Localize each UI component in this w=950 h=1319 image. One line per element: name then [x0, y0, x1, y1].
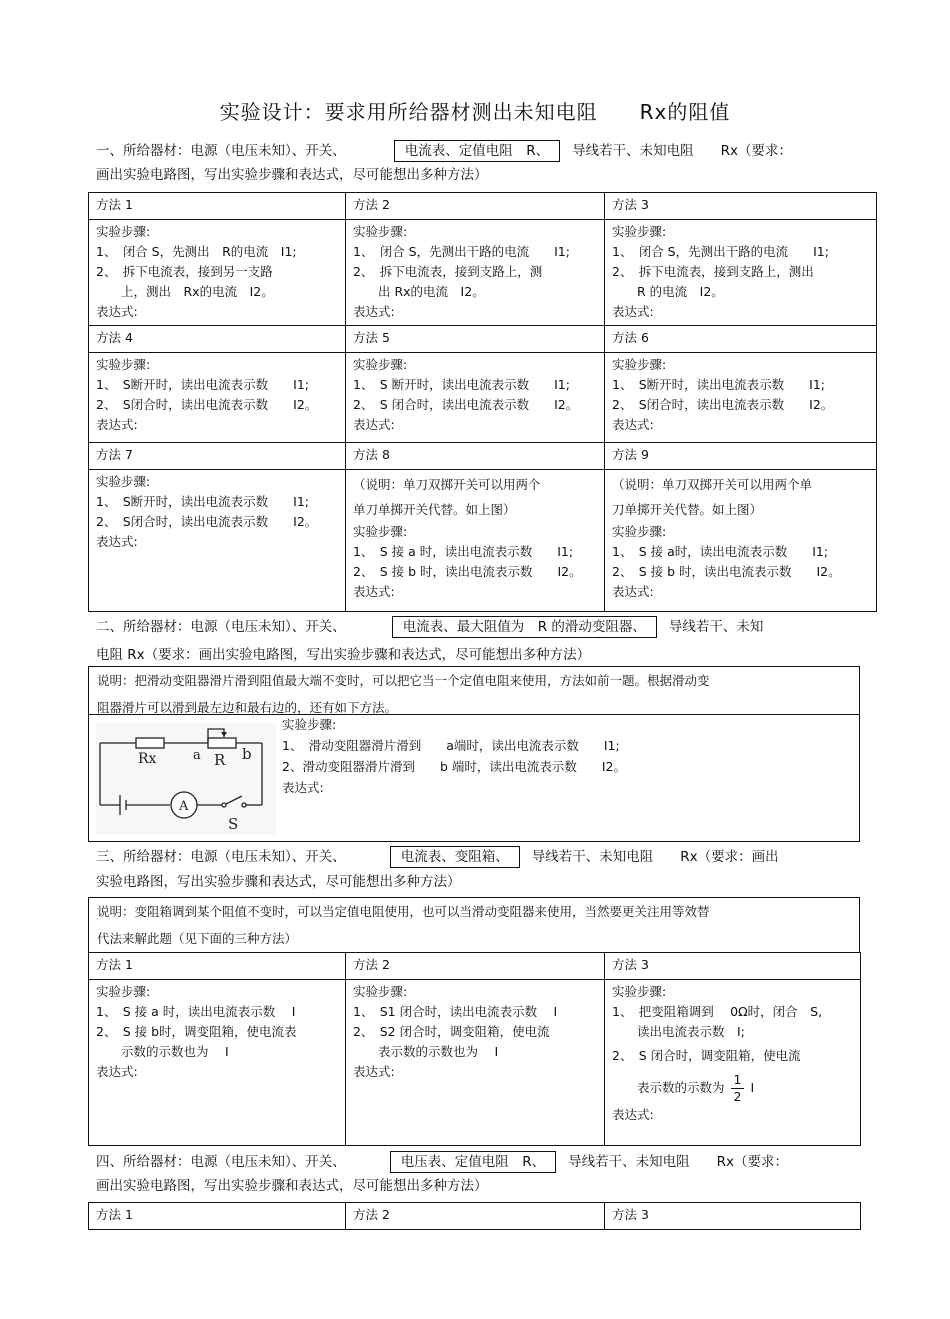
section4-line2: 画出实验电路图，写出实验步骤和表达式，尽可能想出多种方法）: [96, 1178, 488, 1194]
method-8-header: 方法 8: [346, 443, 605, 470]
step-2-cont: 示数的示数也为 I: [96, 1044, 229, 1059]
step-1: 1、 S1 闭合时，读出电流表示数 I: [353, 1004, 558, 1019]
step-2-cont: 出 Rx的电流 I2。: [353, 284, 485, 299]
step-2: 2、 S 接 b时，调变阻箱，使电流表: [96, 1024, 297, 1039]
expression-label: 表达式:: [353, 304, 395, 319]
section3-equipment-box: 电流表、变阻箱、: [390, 846, 520, 868]
expression-label: 表达式:: [282, 780, 324, 795]
step-2: 2、 S 接 b 时，读出电流表示数 I2。: [612, 564, 841, 579]
step-2-text: 表示数的示数为: [612, 1080, 725, 1095]
steps-label: 实验步骤:: [96, 984, 151, 999]
step-2-cont: [612, 1072, 853, 1105]
expression-label: 表达式:: [612, 304, 654, 319]
label-b: b: [242, 745, 252, 763]
label-rx: Rx: [138, 751, 157, 767]
method-3-header: 方法 3: [605, 1203, 861, 1230]
method-2-cell: [346, 980, 605, 1146]
method-2-cell: [346, 220, 605, 326]
page-title: 实验设计：要求用所给器材测出未知电阻 Rx的阻值: [219, 100, 731, 124]
section2-note-1: 说明：把滑动变阻器滑片滑到阻值最大端不变时，可以把它当一个定值电阻来使用，方法如前一题。根据滑动变: [97, 673, 710, 688]
method-9-header: 方法 9: [605, 443, 877, 470]
step-2: 2、 拆下电流表，接到支路上，测: [353, 264, 543, 279]
expression-label: 表达式:: [353, 584, 395, 599]
step-1: 1、 S断开时，读出电流表示数 I1;: [612, 377, 825, 392]
method-3-header: 方法 3: [605, 953, 861, 980]
section2-intro: [96, 616, 763, 638]
section2-prefix: 二、所给器材：电源（电压未知）、开关、: [96, 619, 346, 635]
section1-intro: [96, 140, 792, 162]
method-3-header: 方法 3: [605, 193, 877, 220]
section1-line2: 画出实验电路图，写出实验步骤和表达式，尽可能想出多种方法）: [96, 167, 488, 183]
section1-suffix: 导线若干、未知电阻 Rx（要求：: [572, 143, 793, 159]
expression-label: 表达式:: [96, 1064, 138, 1079]
section2-line2: 电阻 Rx（要求：画出实验电路图，写出实验步骤和表达式，尽可能想出多种方法）: [96, 647, 591, 663]
step-2: 2、滑动变阻器滑片滑到 b 端时，读出电流表示数 I2。: [282, 759, 627, 774]
method-3-cell: [605, 980, 861, 1146]
expression-label: 表达式:: [612, 1107, 654, 1122]
step-2-cont: 上，测出 Rx的电流 I2。: [96, 284, 274, 299]
section3-table: [88, 952, 861, 1146]
slide-resistor: [208, 738, 236, 748]
label-ammeter: A: [179, 799, 189, 814]
step-2: 2、 S闭合时，读出电流表示数 I2。: [612, 397, 834, 412]
step-1: 1、 S断开时，读出电流表示数 I1;: [96, 377, 309, 392]
method-1-header: 方法 1: [89, 953, 346, 980]
method-8-cell: [346, 470, 605, 612]
method-1-cell: [89, 980, 346, 1146]
section2-equipment-box: 电流表、最大阻值为 R 的滑动变阻器、: [392, 616, 657, 638]
fraction-denominator: 2: [733, 1089, 742, 1104]
expression-label: 表达式:: [612, 584, 654, 599]
method-2-header: 方法 2: [346, 193, 605, 220]
step-2: 2、 拆下电流表，接到支路上，测出: [612, 264, 814, 279]
step-1: 1、 S 接 a时，读出电流表示数 I1;: [612, 544, 829, 559]
method-4-cell: [89, 353, 346, 443]
rx-resistor: [136, 738, 164, 748]
section4-equipment-box: 电压表、定值电阻 R、: [390, 1151, 556, 1173]
step-2: 2、 S2 闭合时，调变阻箱，使电流: [353, 1024, 550, 1039]
fraction-after: I: [750, 1080, 755, 1095]
steps-label: 实验步骤:: [96, 357, 151, 372]
section4-suffix: 导线若干、未知电阻 Rx（要求：: [568, 1154, 789, 1170]
steps-label: 实验步骤:: [353, 357, 408, 372]
expression-label: 表达式:: [96, 304, 138, 319]
section1-table: [88, 192, 877, 612]
step-2: 2、 S 闭合时，读出电流表示数 I2。: [353, 397, 579, 412]
method-5-header: 方法 5: [346, 326, 605, 353]
method-6-header: 方法 6: [605, 326, 877, 353]
expression-label: 表达式:: [96, 534, 138, 549]
method-6-cell: [605, 353, 877, 443]
step-1: 1、 闭合 S，先测出 R的电流 I1;: [96, 244, 297, 259]
expression-label: 表达式:: [96, 417, 138, 432]
steps-label: 实验步骤:: [612, 224, 667, 239]
section2-panel: [88, 666, 860, 842]
step-2: 2、 拆下电流表，接到另一支路: [96, 264, 273, 279]
method-9-cell: [605, 470, 877, 612]
step-1: 1、 滑动变阻器滑片滑到 a端时，读出电流表示数 I1;: [282, 738, 620, 753]
section3-line2: 实验电路图，写出实验步骤和表达式，尽可能想出多种方法）: [96, 874, 461, 890]
step-2: 2、 S闭合时，读出电流表示数 I2。: [96, 397, 318, 412]
step-1-cont: 读出电流表示数 I;: [612, 1024, 745, 1039]
method-2-header: 方法 2: [346, 1203, 605, 1230]
method-1-header: 方法 1: [89, 193, 346, 220]
label-switch: S: [228, 815, 239, 833]
section4-prefix: 四、所给器材：电源（电压未知）、开关、: [96, 1154, 346, 1170]
step-1: 1、 闭合 S，先测出干路的电流 I1;: [353, 244, 570, 259]
step-1: 1、 闭合 S，先测出干路的电流 I1;: [612, 244, 829, 259]
section3-note-2: 代法来解此题（见下面的三种方法）: [97, 931, 298, 946]
step-2: 2、 S 闭合时，调变阻箱，使电流: [612, 1048, 801, 1063]
section3-note-1: 说明：变阻箱调到某个阻值不变时，可以当定值电阻使用，也可以当滑动变阻器来使用，当然要更关注用等效替: [97, 904, 710, 919]
method-4-header: 方法 4: [89, 326, 346, 353]
step-1: 1、 S 接 a 时，读出电流表示数 I1;: [353, 544, 574, 559]
step-1: 1、 S 断开时，读出电流表示数 I1;: [353, 377, 570, 392]
steps-label: 实验步骤:: [96, 474, 151, 489]
step-1: 1、 S 接 a 时，读出电流表示数 I: [96, 1004, 296, 1019]
steps-label: 实验步骤:: [612, 984, 667, 999]
method-7-header: 方法 7: [89, 443, 346, 470]
method-2-header: 方法 2: [346, 953, 605, 980]
label-r: R: [214, 751, 226, 769]
section4-intro: [96, 1151, 788, 1173]
section3-intro: [96, 846, 779, 868]
section3-suffix: 导线若干、未知电阻 Rx（要求：画出: [531, 849, 779, 865]
method-7-cell: [89, 470, 346, 612]
method-3-cell: [605, 220, 877, 326]
step-2-cont: R 的电流 I2。: [612, 284, 724, 299]
steps-label: 实验步骤:: [353, 224, 408, 239]
steps-label: 实验步骤:: [612, 357, 667, 372]
steps-label: 实验步骤:: [96, 224, 151, 239]
step-1: 1、 把变阻箱调到 0Ω时，闭合 S,: [612, 1004, 823, 1019]
method-1-header: 方法 1: [89, 1203, 346, 1230]
method-8-note-2: 单刀单掷开关代替。如上图）: [353, 502, 516, 517]
step-1: 1、 S断开时，读出电流表示数 I1;: [96, 494, 309, 509]
section1-prefix: 一、所给器材：电源（电压未知）、开关、: [96, 143, 346, 159]
section2-note-2: 阻器滑片可以滑到最左边和最右边的，还有如下方法。: [97, 700, 398, 715]
steps-label: 实验步骤:: [353, 524, 408, 539]
fraction-one-half: [731, 1072, 745, 1105]
switch-blade: [226, 796, 242, 804]
method-9-note-2: 刀单掷开关代替。如上图）: [612, 502, 763, 517]
expression-label: 表达式:: [353, 1064, 395, 1079]
method-5-cell: [346, 353, 605, 443]
step-2: 2、 S 接 b 时，读出电流表示数 I2。: [353, 564, 582, 579]
method-1-cell: [89, 220, 346, 326]
fraction-numerator: 1: [731, 1072, 745, 1089]
expression-label: 表达式:: [612, 417, 654, 432]
section2-suffix: 导线若干、未知: [668, 619, 764, 635]
section1-equipment-box: 电流表、定值电阻 R、: [394, 140, 560, 162]
expression-label: 表达式:: [353, 417, 395, 432]
section3-prefix: 三、所给器材：电源（电压未知）、开关、: [96, 849, 346, 865]
steps-label: 实验步骤:: [353, 984, 408, 999]
label-a: a: [193, 748, 201, 763]
section4-table: [88, 1202, 861, 1230]
section3-note-box: [88, 897, 860, 953]
steps-label: 实验步骤:: [282, 717, 337, 732]
method-8-note-1: （说明：单刀双掷开关可以用两个: [353, 477, 541, 492]
step-2-cont: 表示数的示数也为 I: [353, 1044, 499, 1059]
step-2: 2、 S闭合时，读出电流表示数 I2。: [96, 514, 318, 529]
method-9-note-1: （说明：单刀双掷开关可以用两个单: [612, 477, 813, 492]
steps-label: 实验步骤:: [612, 524, 667, 539]
circuit-diagram: [96, 723, 276, 835]
